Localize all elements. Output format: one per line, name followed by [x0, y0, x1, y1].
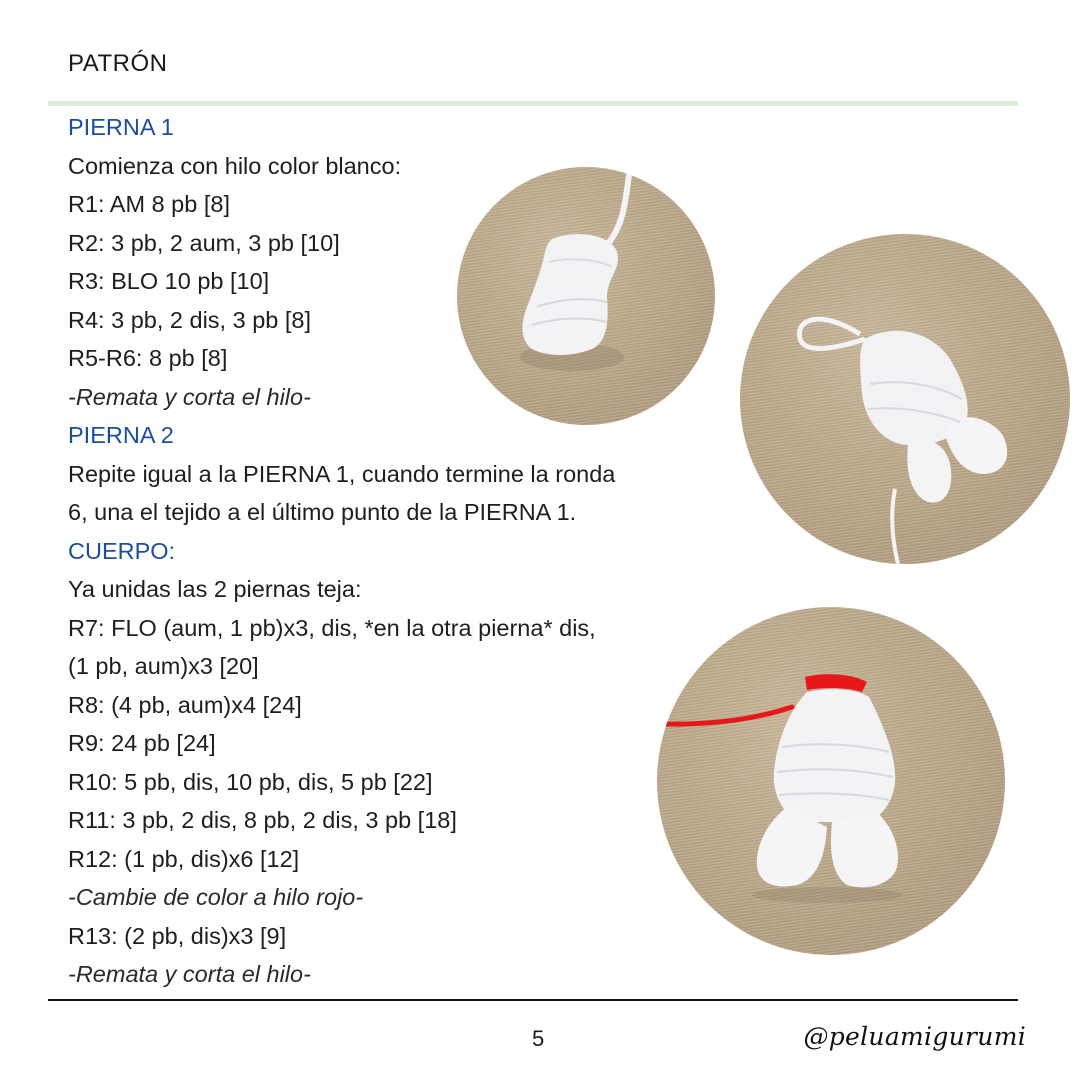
pattern-line: R1: AM 8 pb [8]: [68, 191, 230, 217]
pattern-line: Ya unidas las 2 piernas teja:: [68, 576, 362, 602]
pattern-line: R3: BLO 10 pb [10]: [68, 268, 270, 294]
pattern-line: R12: (1 pb, dis)x6 [12]: [68, 845, 300, 872]
pattern-line: R7: FLO (aum, 1 pb)x3, dis, *en la otra pierna* dis,: [68, 614, 596, 641]
pattern-line: R13: (2 pb, dis)x3 [9]: [68, 922, 287, 949]
crochet-body-illustration: [657, 607, 1005, 955]
pattern-line: (1 pb, aum)x3 [20]: [68, 653, 259, 679]
pattern-line: R9: 24 pb [24]: [68, 730, 216, 756]
pattern-note: -Remata y corta el hilo-: [68, 961, 311, 987]
crochet-leg-illustration: [457, 167, 715, 425]
photo-leg-single: [457, 167, 715, 425]
pattern-line: Repite igual a la PIERNA 1, cuando termine la ronda: [68, 460, 616, 487]
pattern-line: R10: 5 pb, dis, 10 pb, dis, 5 pb [22]: [68, 768, 433, 795]
author-handle: @peluamigurumi: [803, 1022, 1026, 1051]
bottom-divider: [48, 999, 1018, 1001]
pattern-line: R2: 3 pb, 2 aum, 3 pb [10]: [68, 229, 340, 256]
pattern-line: 6, una el tejido a el último punto de la PIERNA 1.: [68, 499, 577, 525]
pattern-line: R11: 3 pb, 2 dis, 8 pb, 2 dis, 3 pb [18]: [68, 807, 457, 833]
crochet-legs-joined-illustration: [740, 234, 1070, 564]
section-heading-pierna-1: PIERNA 1: [68, 114, 174, 140]
pattern-note: -Remata y corta el hilo-: [68, 383, 311, 410]
top-divider: [48, 101, 1018, 106]
pattern-line: Comienza con hilo color blanco:: [68, 152, 402, 179]
page-title: PATRÓN: [68, 50, 168, 77]
page-number: 5: [532, 1026, 545, 1051]
pattern-line: R5-R6: 8 pb [8]: [68, 345, 228, 371]
pattern-note: -Cambie de color a hilo rojo-: [68, 884, 364, 910]
pattern-line: R4: 3 pb, 2 dis, 3 pb [8]: [68, 306, 311, 333]
pattern-line: R8: (4 pb, aum)x4 [24]: [68, 691, 302, 718]
photo-body-red-top: [657, 607, 1005, 955]
photo-legs-joined: [740, 234, 1070, 564]
section-heading-cuerpo: CUERPO:: [68, 537, 176, 564]
section-heading-pierna-2: PIERNA 2: [68, 422, 174, 448]
